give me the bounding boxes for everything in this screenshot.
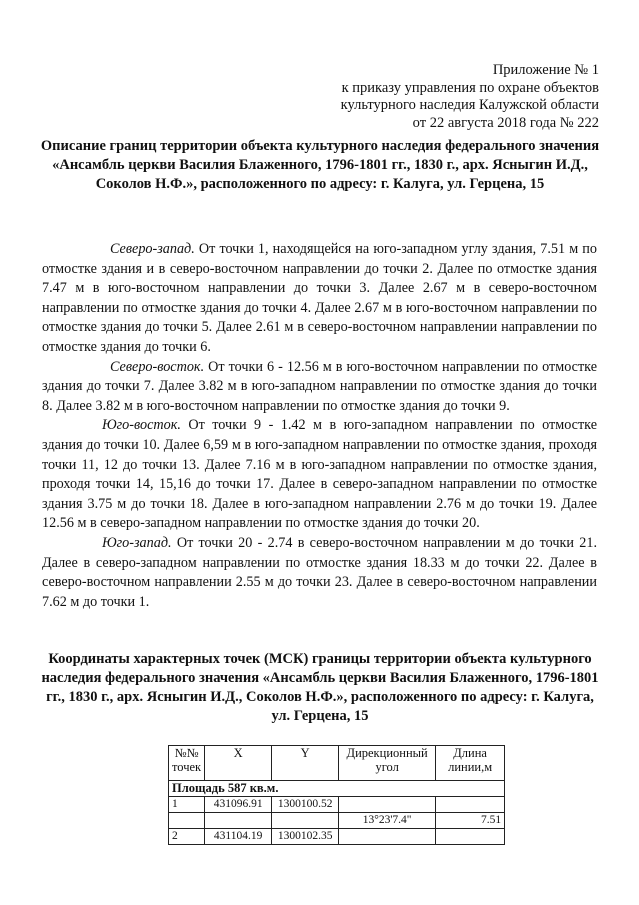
section-southwest [42,534,597,612]
section-label: Северо-восток. [110,358,205,375]
cell-x: 431104.19 [205,829,272,845]
column-header-length: Длина линии,м [436,746,505,781]
appendix-title: Приложение № 1 [492,62,599,78]
section-text: От точки 6 - 12.56 м в юго-восточном направлении по отмостке здания до точки 7. Далее 3.82 м в юго-западном направлении по отмостке здания до точки 8. Далее 3.82 м в юго-восточном направлении по отмостке здания до точки 9. [42,358,597,414]
coordinates-title: Координаты характерных точек (МСК) границы территории объекта культурного наследия федерального значения «Ансамбль церкви Василия Блаженного, 1796-1801 гг., 1830 г., арх. Ясныгин И.Д., Соколов Н.Ф.», расположенного по адресу: г. Калуга, ул. Герцена, 15 [41,651,599,724]
table-row [169,797,505,813]
coordinates-table [168,745,505,845]
column-header-point: №№ точек [169,746,205,781]
section-label: Юго-восток. [102,417,181,434]
column-header-angle: Дирекционный угол [339,746,436,781]
section-label: Юго-запад. [102,534,172,551]
section-text: От точки 9 - 1.42 м в юго-западном направлении по отмостке здания до точки 10. Далее 6,59 м в юго-западном направлении по отмостке здания, проходя точки 11, 12 до точки 13. Далее 7.16 м в юго-западном направлении по отмостке здания, проходя точки 14, 15,16 до точки 17. Далее в северо-западном направлении по отмостке здания 3.75 м до точки 18. Далее в юго-западном направлении 2.76 м до точки 19. Далее 12.56 м в северо-западном направлении по отмостке здания до точки 20. [42,417,597,532]
cell-angle [339,797,436,813]
cell-length [436,829,505,845]
appendix-order-line: к приказу управления по охране объектов [341,79,599,96]
cell-angle [339,829,436,845]
section-text: От точки 1, находящейся на юго-западном углу здания, 7.51 м по отмостке здания и в северо-восточном направлении до точки 2. Далее по отмостке здания 7.47 м в юго-восточном направлении до точки 3. Далее 2.67 м в северо-восточном направлении по отмостке здания до точки 4. Далее 2.67 м в юго-восточном направлении по отмостке здания до точки 5. Далее 2.61 м в северо-восточном направлении направлении по отмостке здания до точки 6. [42,241,597,355]
table-header-row [169,746,505,781]
table-row [169,813,505,829]
cell-y: 1300102.35 [272,829,339,845]
table-area-row [169,781,505,797]
cell-x: 431096.91 [205,797,272,813]
table-row [169,829,505,845]
section-label: Северо-запад. [110,241,195,257]
cell-y: 1300100.52 [272,797,339,813]
section-text: От точки 20 - 2.74 в северо-восточном направлении м до точки 21. Далее в северо-западном направлении по отмостке здания 18.33 м до точки 22. Далее в северо-восточном направлении 2.55 м до точки 23. Далее в северо-восточном направлении 7.62 м до точки 1. [42,534,597,610]
section-northwest [42,240,597,358]
appendix-date-line: от 22 августа 2018 года № 222 [412,114,599,131]
appendix-header [341,62,599,132]
cell-angle: 13°23'7.4" [339,813,436,829]
column-header-y: Y [272,746,339,781]
section-northeast [42,358,597,417]
area-label: Площадь 587 кв.м. [169,781,505,797]
section-southeast [42,416,597,534]
description-title: Описание границ территории объекта культурного наследия федерального значения «Ансамбль церкви Василия Блаженного, 1796-1801 гг., 1830 г., арх. Ясныгин И.Д., Соколов Н.Ф.», расположенного по адресу: г. Калуга, ул. Герцена, 15 [40,138,600,192]
column-header-x: X [205,746,272,781]
cell-length: 7.51 [436,813,505,829]
appendix-agency-line: культурного наследия Калужской области [340,97,599,113]
cell-x [205,813,272,829]
boundary-description [42,240,597,612]
cell-y [272,813,339,829]
cell-point: 1 [169,797,205,813]
cell-point: 2 [169,829,205,845]
cell-length [436,797,505,813]
cell-point [169,813,205,829]
